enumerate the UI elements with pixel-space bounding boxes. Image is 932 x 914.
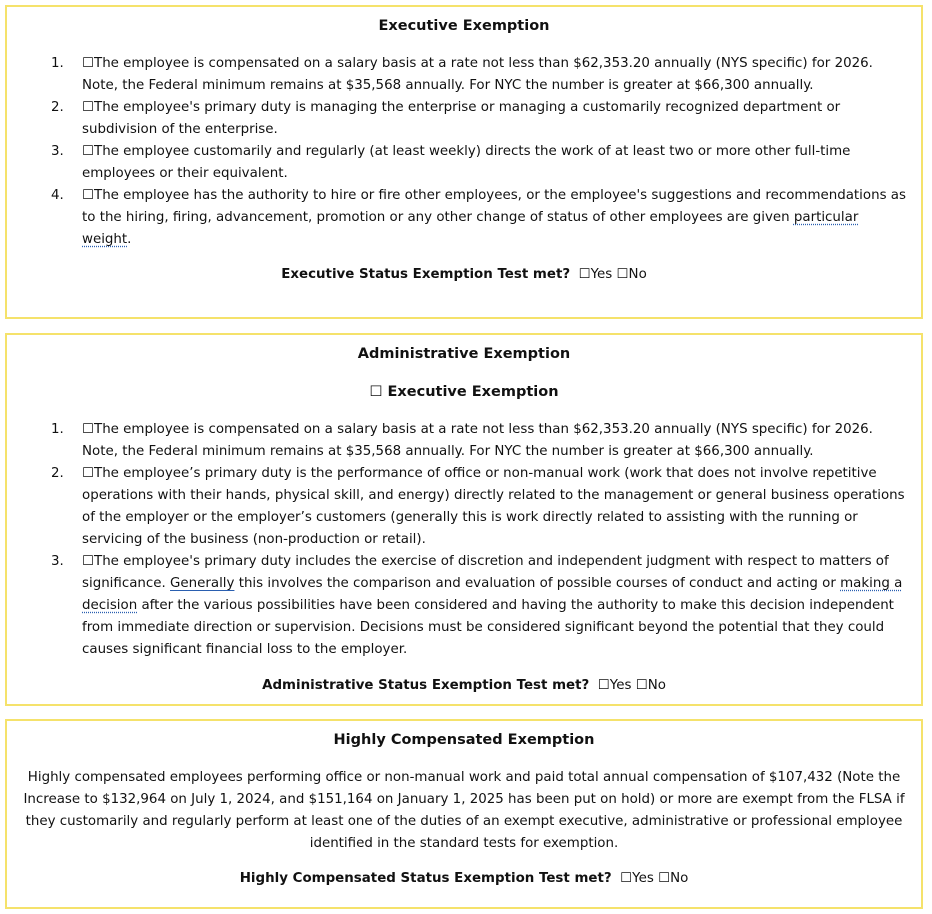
test-question: Executive Status Exemption Test met? xyxy=(281,267,571,282)
item-text: The employee’s primary duty is the performance of office or non-manual work (work that does not involve repetitive operations with their hands, physical skill, and energy) directly related to the management or general business operations of the employer or the employer’s customers (generally this is work directly related to assisting with the running or servicing of the business (non-production or retail). xyxy=(82,466,905,547)
item-text: The employee customarily and regularly (at least weekly) directs the work of at least two or more other full-time employees or their equivalent. xyxy=(82,144,851,181)
checkbox[interactable]: ☐ xyxy=(82,56,95,71)
yes-checkbox[interactable]: ☐Yes xyxy=(597,678,632,693)
checkbox[interactable]: ☐ xyxy=(82,554,95,569)
grammar-marked-text: particular weight xyxy=(82,210,859,247)
item-number: 3. xyxy=(51,554,64,569)
highly-compensated-description: Highly compensated employees performing office or non-manual work and paid total annual compensation of $107,432 (Note the Increase to $132,964 on July 1, 2024, and $151,164 on January 1, 2025 has been put on hold) or more are exempt from the FLSA if they customarily and regularly perform at least one of the duties of an exempt executive, administrative or professional employee identified in the standard tests for exemption. xyxy=(23,770,905,851)
executive-test-row xyxy=(7,267,921,282)
item-text: The employee's primary duty includes the exercise of discretion and independent judgment with respect to matters of significance. xyxy=(82,554,889,591)
highly-compensated-test-row xyxy=(7,871,921,886)
checkbox[interactable]: ☐ xyxy=(82,466,95,481)
item-number: 2. xyxy=(51,466,64,481)
yes-checkbox[interactable]: ☐Yes xyxy=(620,871,654,886)
executive-exemption-title: Executive Exemption xyxy=(378,18,550,34)
item-number: 3. xyxy=(51,144,64,159)
administrative-test-row xyxy=(7,678,921,693)
administrative-exemption-title: Administrative Exemption xyxy=(357,346,571,362)
item-text: The employee has the authority to hire or fire other employees, or the employee's suggestions and recommendations as to the hiring, firing, advancement, promotion or any other change of status of other employees are given xyxy=(82,188,906,225)
test-question: Highly Compensated Status Exemption Test met? xyxy=(239,871,612,886)
highly-compensated-exemption-title: Highly Compensated Exemption xyxy=(333,732,595,748)
list-item xyxy=(7,551,921,661)
item-text: The employee is compensated on a salary basis at a rate not less than $62,353.20 annually (NYS specific) for 2026. Note, the Federal minimum remains at $35,568 annually. For NYC the number is greater at $66,300 annually. xyxy=(82,422,873,459)
executive-exemption-section xyxy=(5,5,923,319)
administrative-exemption-section xyxy=(5,333,923,706)
list-item xyxy=(7,419,921,463)
no-checkbox[interactable]: ☐No xyxy=(616,267,647,282)
yes-checkbox[interactable]: ☐Yes xyxy=(578,267,613,282)
list-item xyxy=(7,463,921,551)
grammar-marked-text: making a decision xyxy=(82,576,903,613)
item-number: 4. xyxy=(51,188,64,203)
executive-exemption-checkbox-heading[interactable]: ☐ Executive Exemption xyxy=(369,384,559,400)
checkbox[interactable]: ☐ xyxy=(82,100,95,115)
item-number: 1. xyxy=(51,422,64,437)
item-number: 1. xyxy=(51,56,64,71)
item-text-end: . xyxy=(127,232,132,247)
item-text: The employee is compensated on a salary basis at a rate not less than $62,353.20 annually (NYS specific) for 2026. Note, the Federal minimum remains at $35,568 annually. For NYC the number is greater at $66,300 annually. xyxy=(82,56,873,93)
administrative-criteria-list xyxy=(7,419,921,661)
list-item xyxy=(7,53,921,97)
item-text: The employee's primary duty is managing the enterprise or managing a customarily recognized department or subdivision of the enterprise. xyxy=(82,100,841,137)
checkbox[interactable]: ☐ xyxy=(82,422,95,437)
list-item xyxy=(7,97,921,141)
list-item xyxy=(7,141,921,185)
no-checkbox[interactable]: ☐No xyxy=(658,871,689,886)
checkbox[interactable]: ☐ xyxy=(82,144,95,159)
no-checkbox[interactable]: ☐No xyxy=(635,678,666,693)
item-number: 2. xyxy=(51,100,64,115)
grammar-marked-text: Generally xyxy=(170,576,235,591)
test-question: Administrative Status Exemption Test met? xyxy=(262,678,590,693)
highly-compensated-exemption-section xyxy=(5,719,923,909)
checkbox[interactable]: ☐ xyxy=(82,188,95,203)
list-item xyxy=(7,185,921,251)
item-text: after the various possibilities have been considered and having the authority to make this decision independent from immediate direction or supervision. Decisions must be considered significant beyond the potential that they could causes significant financial loss to the employer. xyxy=(82,598,894,657)
item-text: this involves the comparison and evaluation of possible courses of conduct and acting or xyxy=(234,576,841,591)
executive-criteria-list xyxy=(7,53,921,251)
